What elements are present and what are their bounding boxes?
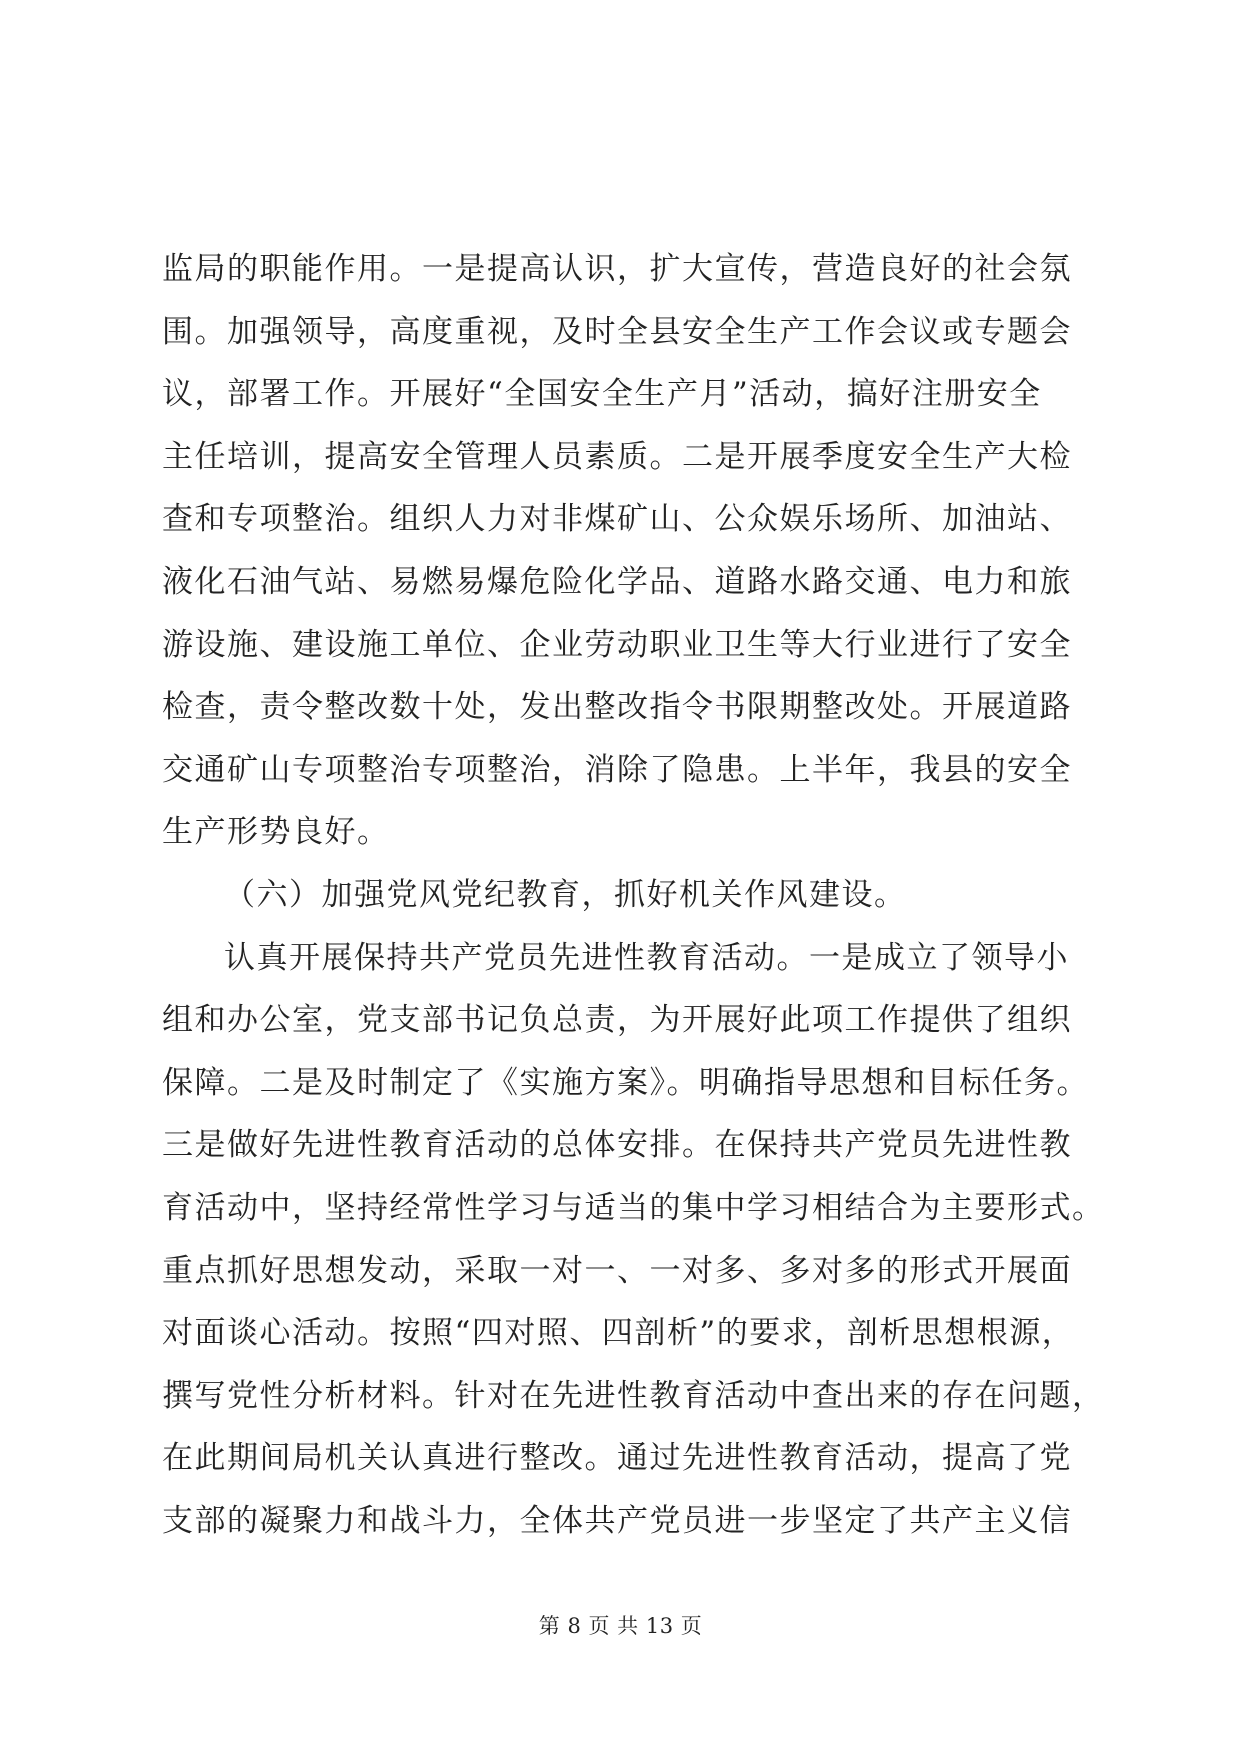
body-text: [162, 238, 1105, 1552]
text-line: 育活动中，坚持经常性学习与适当的集中学习相结合为主要形式。: [162, 1189, 1105, 1226]
text-line: 认真开展保持共产党员先进性教育活动。一是成立了领导小: [224, 939, 1069, 976]
text-line: 交通矿山专项整治专项整治，消除了隐患。上半年，我县的安全: [162, 751, 1072, 788]
text-line: 对面谈心活动。按照“四对照、四剖析”的要求，剖析思想根源，: [162, 1315, 1075, 1352]
text-line: （六）加强党风党纪教育，抓好机关作风建设。: [224, 876, 907, 913]
text-line: 生产形势良好。: [162, 814, 390, 851]
text-line: 保障。二是及时制定了《实施方案》。明确指导思想和目标任务。: [162, 1064, 1089, 1101]
text-line: 液化石油气站、易燃易爆危险化学品、道路水路交通、电力和旅: [162, 563, 1072, 600]
text-line: 查和专项整治。组织人力对非煤矿山、公众娱乐场所、加油站、: [162, 501, 1072, 538]
text-line: 围。加强领导，高度重视，及时全县安全生产工作会议或专题会: [162, 313, 1072, 350]
text-line: 在此期间局机关认真进行整改。通过先进性教育活动，提高了党: [162, 1440, 1072, 1477]
text-line: 组和办公室，党支部书记负总责，为开展好此项工作提供了组织: [162, 1002, 1072, 1039]
text-line: 游设施、建设施工单位、企业劳动职业卫生等大行业进行了安全: [162, 626, 1072, 663]
text-line: 三是做好先进性教育活动的总体安排。在保持共产党员先进性教: [162, 1127, 1072, 1164]
text-line: 主任培训，提高安全管理人员素质。二是开展季度安全生产大检: [162, 438, 1072, 475]
text-line: 重点抓好思想发动，采取一对一、一对多、多对多的形式开展面: [162, 1252, 1072, 1289]
text-line: 支部的凝聚力和战斗力，全体共产党员进一步坚定了共产主义信: [162, 1502, 1072, 1539]
text-line: 议，部署工作。开展好“全国安全生产月”活动，搞好注册安全: [162, 376, 1042, 413]
text-line: 检查，责令整改数十处，发出整改指令书限期整改处。开展道路: [162, 689, 1072, 726]
text-line: 监局的职能作用。一是提高认识，扩大宣传，营造良好的社会氛: [162, 251, 1072, 287]
text-line: 撰写党性分析材料。针对在先进性教育活动中查出来的存在问题，: [162, 1377, 1105, 1414]
page-footer: 第 8 页 共 13 页: [538, 1614, 703, 1638]
